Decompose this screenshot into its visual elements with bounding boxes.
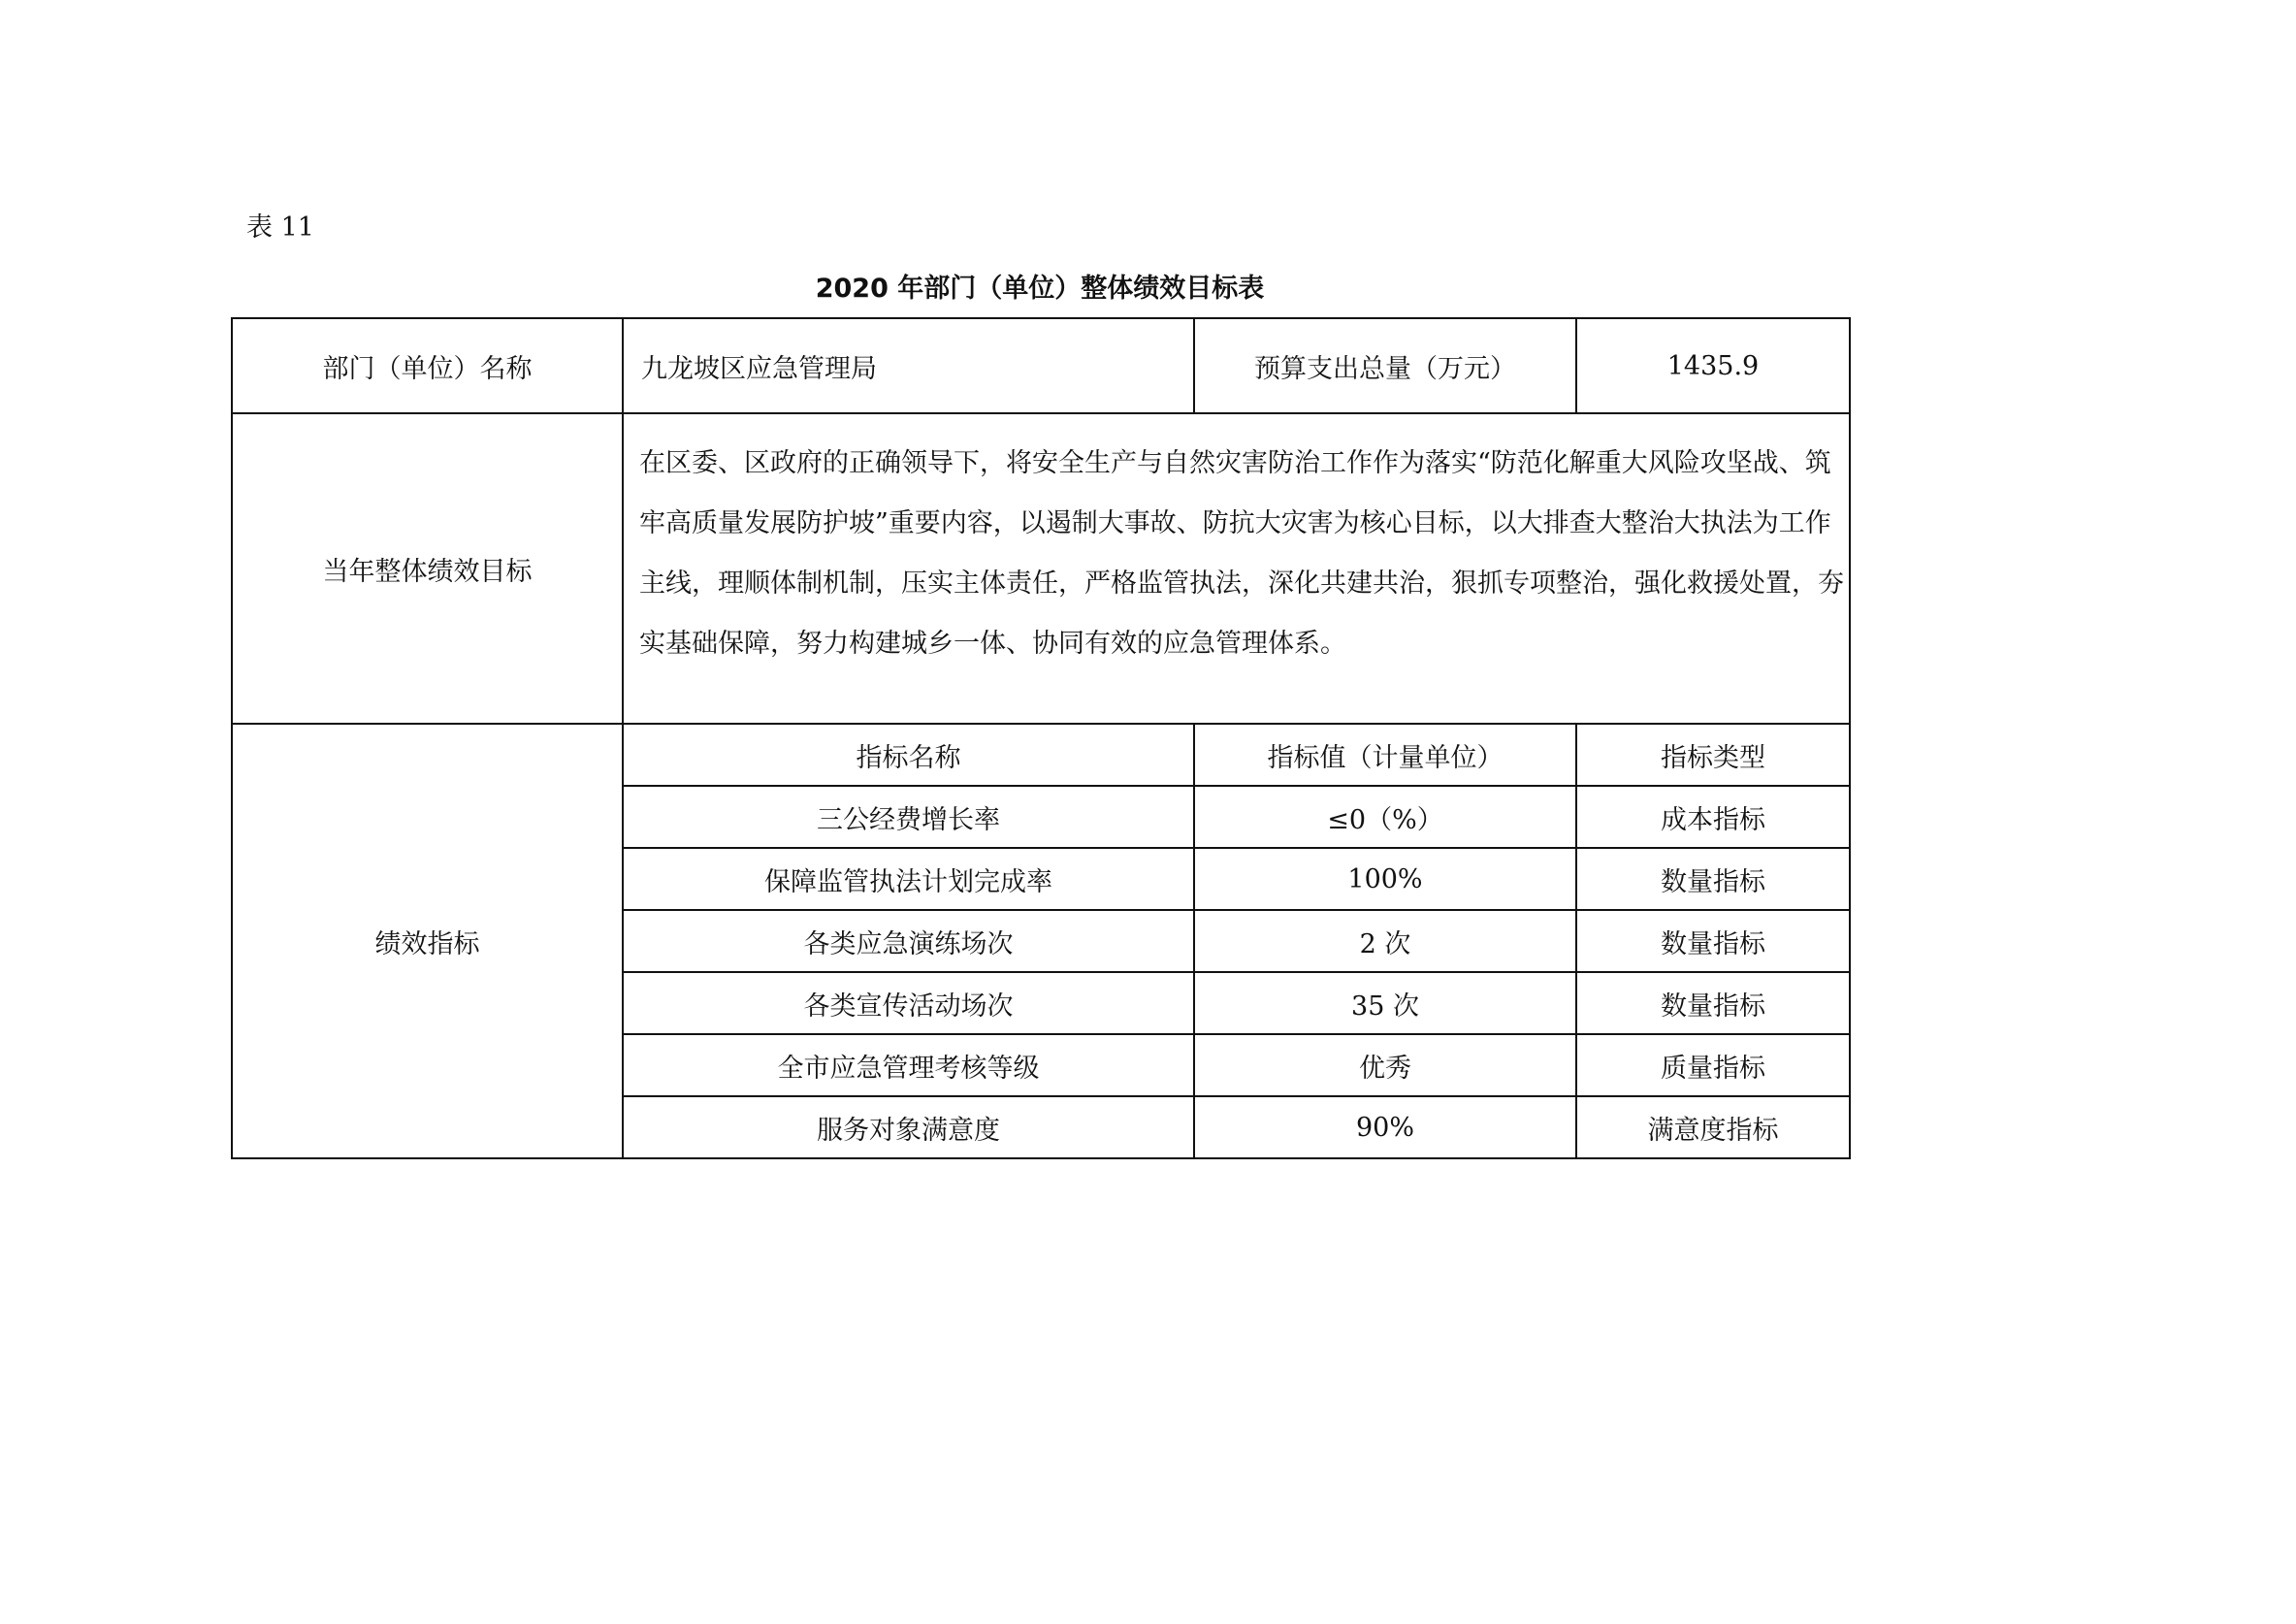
indicator-type: 成本指标 [1576, 786, 1850, 848]
indicator-name: 三公经费增长率 [623, 786, 1194, 848]
budget-total-label: 预算支出总量（万元） [1194, 318, 1576, 413]
budget-total-value: 1435.9 [1576, 318, 1850, 413]
dept-name-value: 九龙坡区应急管理局 [623, 318, 1194, 413]
performance-goal-table [231, 317, 1851, 1159]
indicator-name: 各类应急演练场次 [623, 910, 1194, 972]
indicator-value: 优秀 [1194, 1034, 1576, 1096]
indicator-type: 满意度指标 [1576, 1096, 1850, 1158]
indicator-value: 90% [1194, 1096, 1576, 1158]
indicator-type: 数量指标 [1576, 972, 1850, 1034]
indicator-name: 各类宣传活动场次 [623, 972, 1194, 1034]
dept-name-label: 部门（单位）名称 [232, 318, 623, 413]
table-number: 表 11 [246, 212, 314, 243]
goal-row [232, 413, 1850, 724]
indicator-value: 2 次 [1194, 910, 1576, 972]
column-header-indicator-value: 指标值（计量单位） [1194, 724, 1576, 786]
indicator-type: 质量指标 [1576, 1034, 1850, 1096]
document-title: 2020 年部门（单位）整体绩效目标表 [815, 274, 1265, 304]
indicator-type: 数量指标 [1576, 910, 1850, 972]
indicator-value: 35 次 [1194, 972, 1576, 1034]
indicator-type: 数量指标 [1576, 848, 1850, 910]
indicator-name: 服务对象满意度 [623, 1096, 1194, 1158]
indicator-value: 100% [1194, 848, 1576, 910]
indicator-header-row [232, 724, 1850, 786]
annual-goal-text: 在区委、区政府的正确领导下，将安全生产与自然灾害防治工作作为落实“防范化解重大风险攻坚战、筑牢高质量发展防护坡”重要内容，以遏制大事故、防抗大灾害为核心目标，以大排查大整治大执法为工作主线，理顺体制机制，压实主体责任，严格监管执法，深化共建共治，狠抓专项整治，强化救援处置，夯实基础保障，努力构建城乡一体、协同有效的应急管理体系。 [623, 413, 1850, 724]
performance-indicators-label: 绩效指标 [232, 724, 623, 1158]
indicator-value: ≤0（%） [1194, 786, 1576, 848]
header-row [232, 318, 1850, 413]
indicator-name: 保障监管执法计划完成率 [623, 848, 1194, 910]
column-header-indicator-name: 指标名称 [623, 724, 1194, 786]
annual-goal-label: 当年整体绩效目标 [232, 413, 623, 724]
column-header-indicator-type: 指标类型 [1576, 724, 1850, 786]
indicator-name: 全市应急管理考核等级 [623, 1034, 1194, 1096]
